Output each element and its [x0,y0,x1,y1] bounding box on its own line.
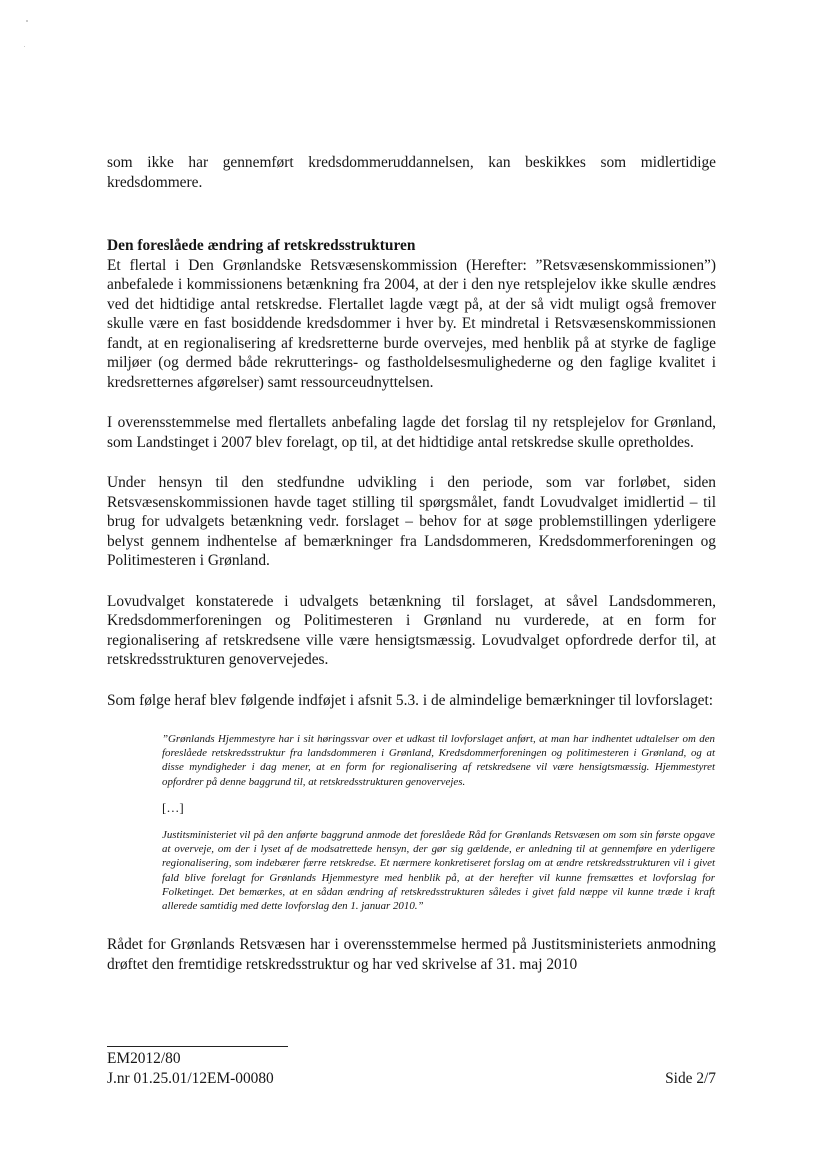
footer-rule [107,1046,288,1047]
footer-reference: EM2012/80 [107,1050,181,1067]
paragraph: Som følge heraf blev følgende indføjet i afsnit 5.3. i de almindelige bemærkninger til lovforslaget: [107,691,714,709]
quote-ellipsis: […] [162,799,184,815]
paragraph: Et flertal i Den Grønlandske Retsvæsenskommission (Herefter: ”Retsvæsenskommissionen”) anbefalede i kommissionens betænkning fra 2004, at der i den nye retsplejelov ikke skulle ændres ved det hidtidige antal retskredse. Flertallet lagde vægt på, at der så vidt muligt også fremover skulle være en fast bosiddende kredsdommer i hver by. Et mindretal i Retsvæsenskommissionen fandt, at en regionalisering af kredsretterne burde overvejes, med henblik på at styrke de faglige miljøer (og dermed både rekrutterings- og fastholdelsesmulighederne og den faglige kvalitet i kredsretternes afgørelser) samt ressourceudnyttelsen. [107,256,716,391]
paragraph: Lovudvalget konstaterede i udvalgets betænkning til forslaget, at såvel Landsdommeren, Kredsdommerforeningen og Politimesteren i Grønland nu vurderede, at en form for regionalisering af retskredsene ville være hensigtsmæssig. Lovudvalget opfordrede derfor til, at retskredsstrukturen genovervejedes. [107,592,716,668]
scan-speck [24,46,25,47]
section-heading: Den foreslåede ændring af retskredsstrukturen [107,237,416,254]
quote-paragraph: Justitsministeriet vil på den anførte baggrund anmode det foreslåede Råd for Grønlands Retsvæsen om som sin første opgave at overveje, om der i lyset af de modsatrettede hensyn, der gør sig gældende, er anledning til at gennemføre en yderligere regionalisering, som indebærer færre retskredse. Et nærmere konkretiseret forslag om at ændre retskredsstrukturen vil i givet fald blive forelagt for Grønlands Hjemmestyre med henblik på, at der herefter vil kunne fremsættes et lovforslag for Folketinget. Det bemærkes, at en sådan ændring af retskredsstrukturen således i givet fald næppe vil kunne træde i kraft allerede samtidig med dette lovforslag den 1. januar 2010.” [162,829,715,913]
block-quote [162,732,715,913]
paragraph: Rådet for Grønlands Retsvæsen har i overensstemmelse hermed på Justitsministeriets anmodning drøftet den fremtidige retskredsstruktur og har ved skrivelse af 31. maj 2010 [107,936,716,973]
quote-paragraph: ”Grønlands Hjemmestyre har i sit høringssvar over et udkast til lovforslaget anført, at man har indhentet udtalelser om den foreslåede retskredsstruktur fra landsdommeren i Grønland, Kredsdommerforeningen og politimesteren i Grønland, og at disse myndigheder i dag mener, at en form for regionalisering af retskredsene vil være hensigtsmæssig. Hjemmestyret opfordrer på denne baggrund til, at retskredsstrukturen genovervejes. [162,733,715,788]
page-number: Side 2/7 [665,1069,716,1087]
footer [107,1049,716,1088]
paragraph: I overensstemmelse med flertallets anbefaling lagde det forslag til ny retsplejelov for Grønland, som Landstinget i 2007 blev forelagt, op til, at det hidtidige antal retskredse skulle opretholdes. [107,414,716,451]
footer-journal-number: J.nr 01.25.01/12EM-00080 [107,1069,274,1087]
scan-speck [26,20,28,22]
body-text [107,153,716,995]
paragraph: som ikke har gennemført kredsdommeruddannelsen, kan beskikkes som midlertidige kredsdommere. [107,154,716,191]
paragraph: Under hensyn til den stedfundne udvikling i den periode, som var forløbet, siden Retsvæsenskommissionen havde taget stilling til spørgsmålet, fandt Lovudvalget imidlertid – til brug for udvalgets betænkning vedr. forslaget – behov for at søge problemstillingen yderligere belyst gennem indhentelse af bemærkninger fra Landsdommeren, Kredsdommerforeningen og Politimesteren i Grønland. [107,474,716,569]
